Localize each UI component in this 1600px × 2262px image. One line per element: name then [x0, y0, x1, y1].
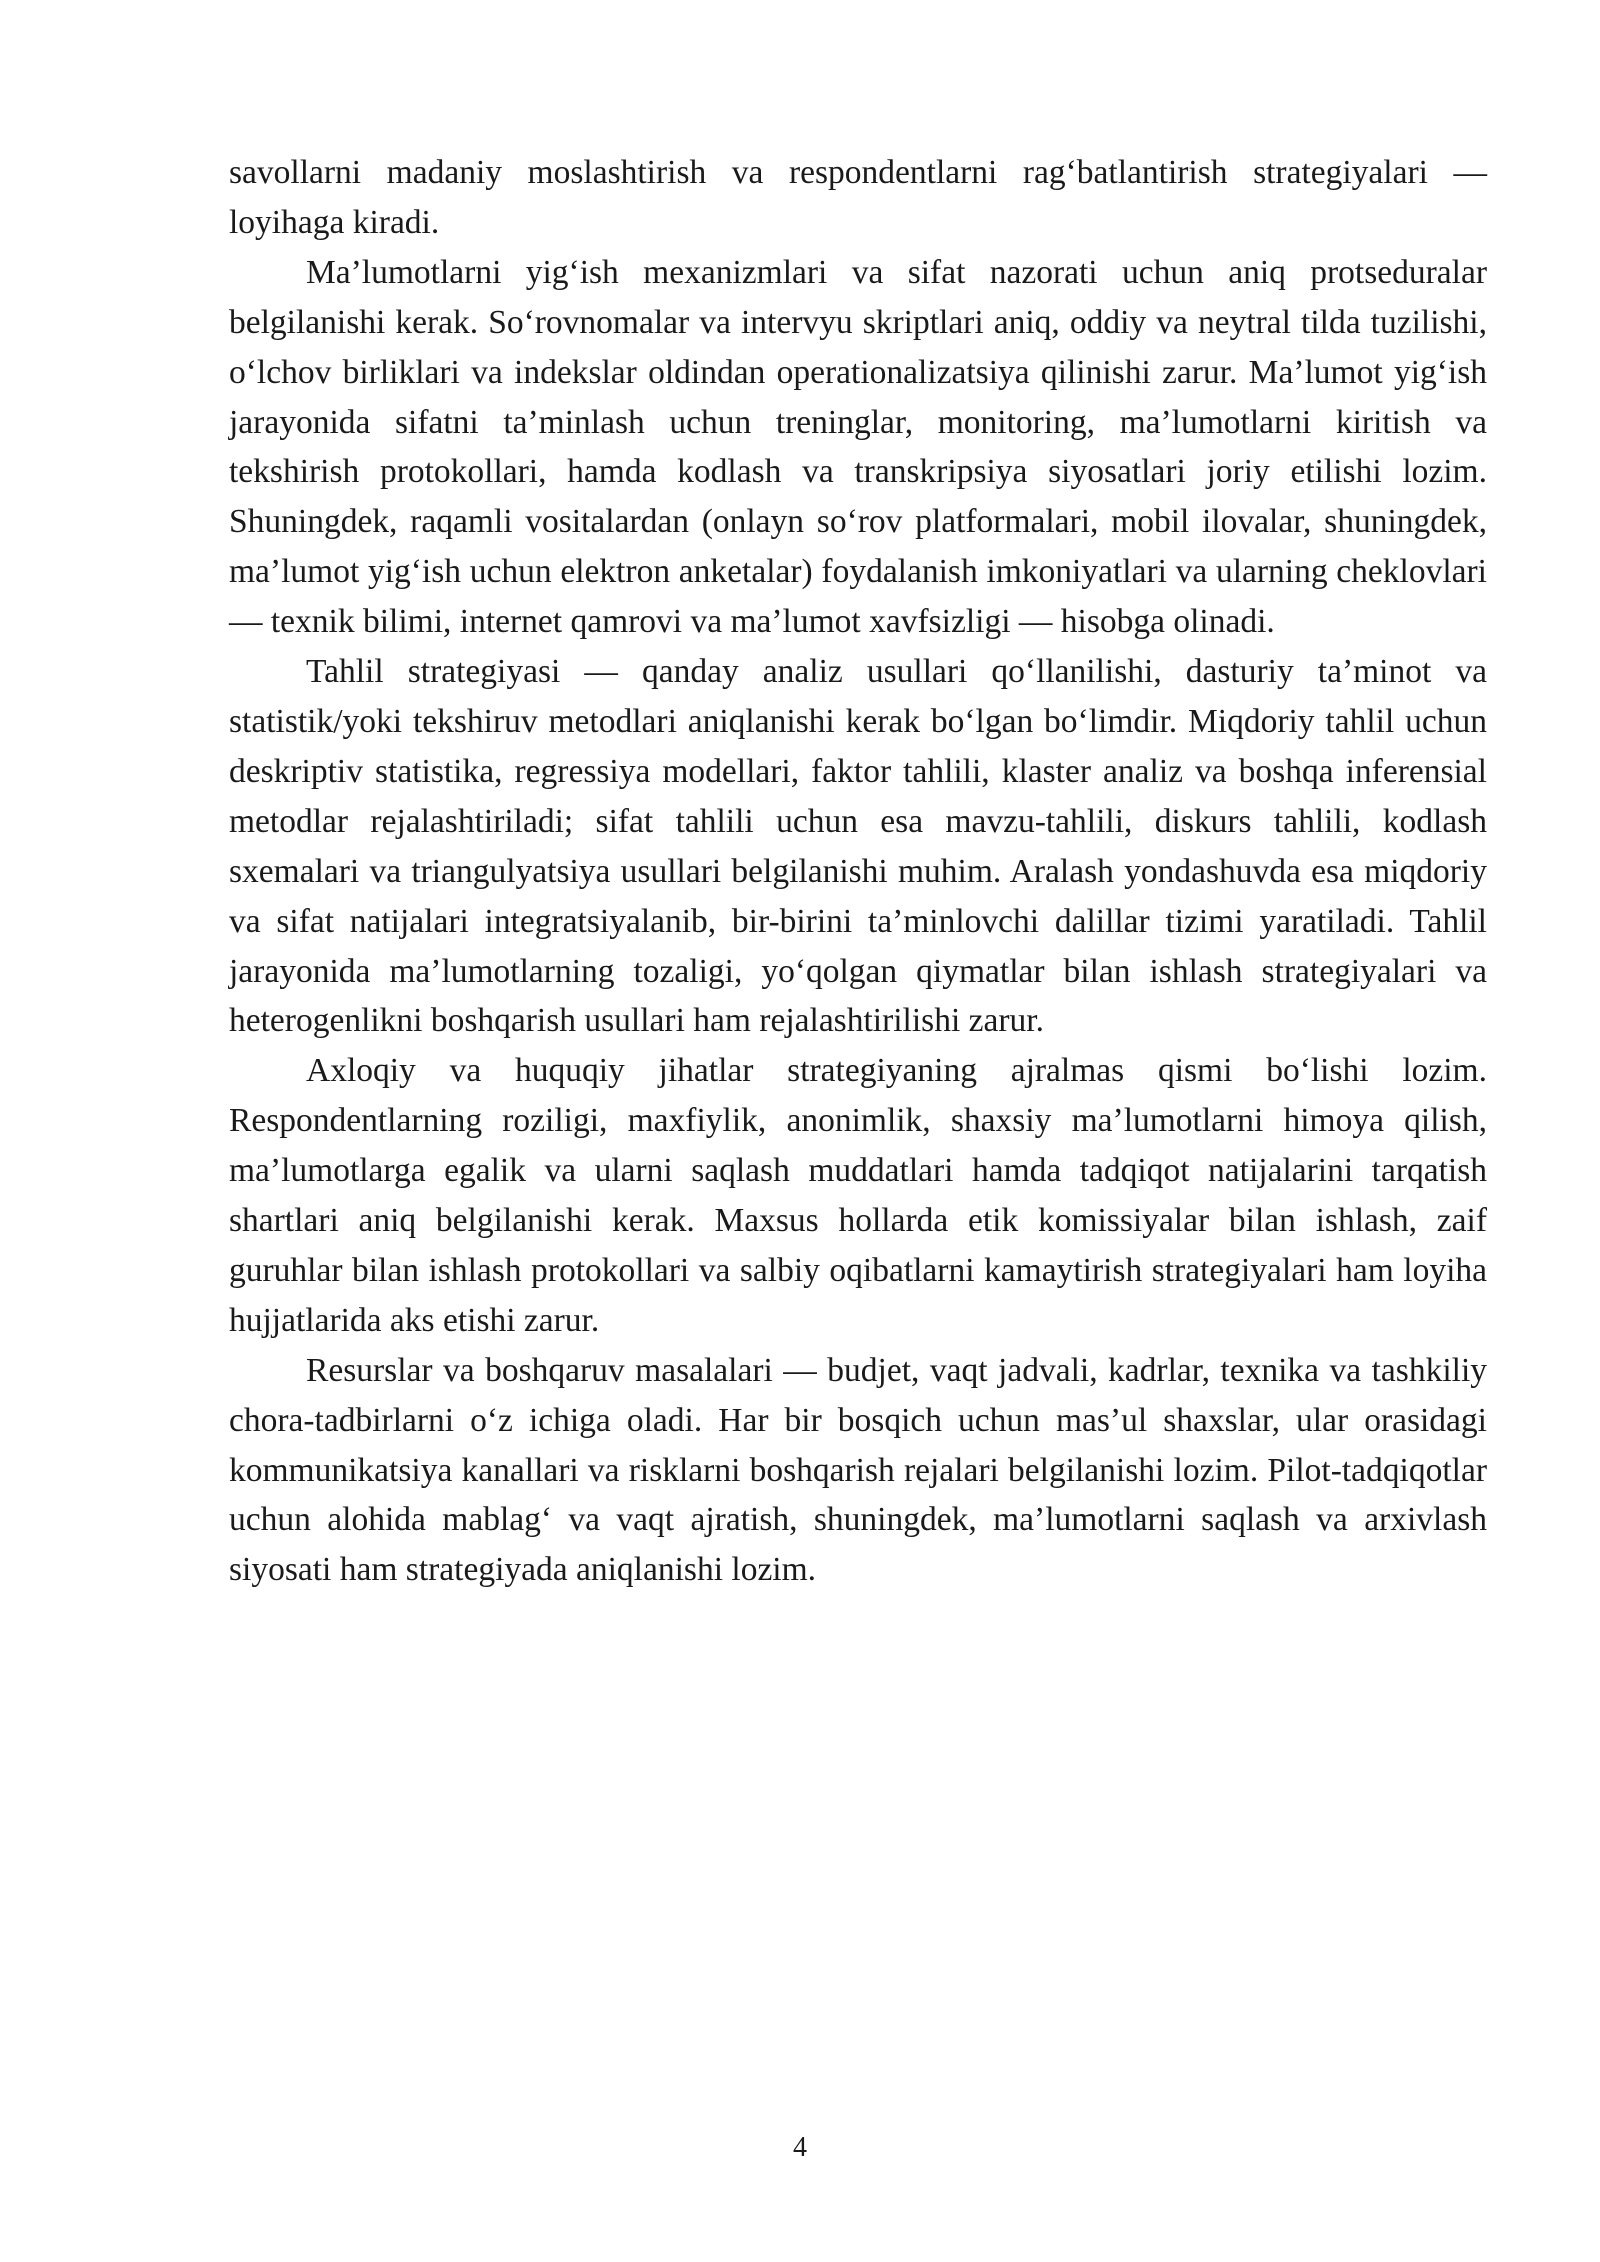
document-body	[229, 148, 1487, 1595]
paragraph-analysis-strategy: Tahlil strategiyasi — qanday analiz usullari qo‘llanilishi, dasturiy ta’minot va statistik/yoki tekshiruv metodlari aniqlanishi kerak bo‘lgan bo‘limdir. Miqdoriy tahlil uchun deskriptiv statistika, regressiya modellari, faktor tahlili, klaster analiz va boshqa inferensial metodlar rejalashtiriladi; sifat tahlili uchun esa mavzu-tahlili, diskurs tahlili, kodlash sxemalari va triangulyatsiya usullari belgilanishi muhim. Aralash yondashuvda esa miqdoriy va sifat natijalari integratsiyalanib, bir-birini ta’minlovchi dalillar tizimi yaratiladi. Tahlil jarayonida ma’lumotlarning tozaligi, yo‘qolgan qiymatlar bilan ishlash strategiyalari va heterogenlikni boshqarish usullari ham rejalashtirilishi zarur.	[229, 653, 1487, 1040]
paragraph-data-collection: Ma’lumotlarni yig‘ish mexanizmlari va sifat nazorati uchun aniq protseduralar belgilanishi kerak. So‘rovnomalar va intervyu skriptlari aniq, oddiy va neytral tilda tuzilishi, o‘lchov birliklari va indekslar oldindan operationalizatsiya qilinishi zarur. Ma’lumot yig‘ish jarayonida sifatni ta’minlash uchun treninglar, monitoring, ma’lumotlarni kiritish va tekshirish protokollari, hamda kodlash va transkripsiya siyosatlari joriy etilishi lozim. Shuningdek, raqamli vositalardan (onlayn so‘rov platformalari, mobil ilovalar, shuningdek, ma’lumot yig‘ish uchun elektron anketalar) foydalanish imkoniyatlari va ularning cheklovlari — texnik bilimi, internet qamrovi va ma’lumot xavfsizligi — hisobga olinadi.	[229, 253, 1487, 641]
paragraph-resources: Resurslar va boshqaruv masalalari — budjet, vaqt jadvali, kadrlar, texnika va tashkiliy chora-tadbirlarni o‘z ichiga oladi. Har bir bosqich uchun mas’ul shaxslar, ular orasidagi kommunikatsiya kanallari va risklarni boshqarish rejalari belgilanishi lozim. Pilot-tadqiqotlar uchun alohida mablag‘ va vaqt ajratish, shuningdek, ma’lumotlarni saqlash va arxivlash siyosati ham strategiyada aniqlanishi lozim.	[229, 1351, 1487, 1589]
paragraph-continuation: savollarni madaniy moslashtirish va respondentlarni rag‘batlantirish strategiyalari — loyihaga kiradi.	[229, 154, 1487, 241]
paragraph-ethics: Axloqiy va huquqiy jihatlar strategiyaning ajralmas qismi bo‘lishi lozim. Respondentlarning roziligi, maxfiylik, anonimlik, shaxsiy ma’lumotlarni himoya qilish, ma’lumotlarga egalik va ularni saqlash muddatlari hamda tadqiqot natijalarini tarqatish shartlari aniq belgilanishi kerak. Maxsus hollarda etik komissiyalar bilan ishlash, zaif guruhlar bilan ishlash protokollari va salbiy oqibatlarni kamaytirish strategiyalari ham loyiha hujjatlarida aks etishi zarur.	[229, 1052, 1487, 1339]
page-number: 4	[793, 2132, 807, 2163]
